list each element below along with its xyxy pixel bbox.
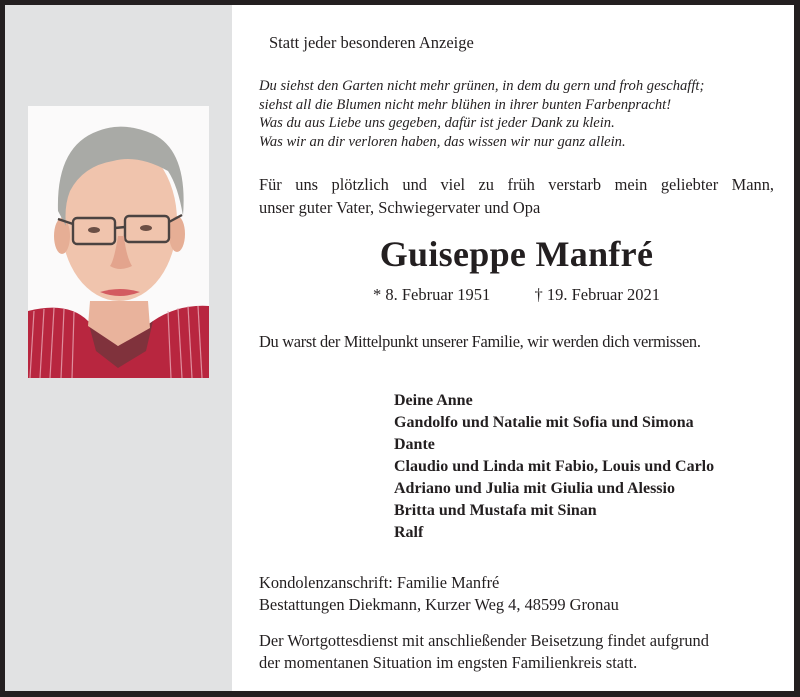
intro-text	[259, 173, 774, 219]
family-list	[394, 390, 714, 544]
service-line: Der Wortgottesdienst mit anschließender Beisetzung findet aufgrund	[259, 631, 709, 650]
poem-line: siehst all die Blumen nicht mehr blühen in ihrer bunten Farbenpracht!	[259, 96, 672, 113]
death-date: † 19. Februar 2021	[534, 285, 661, 304]
address-line: Kondolenzanschrift: Familie Manfré	[259, 573, 500, 592]
family-member: Claudio und Linda mit Fabio, Louis und Carlo	[394, 458, 715, 475]
notice-heading: Statt jeder besonderen Anzeige	[269, 33, 474, 52]
portrait-photo	[28, 106, 209, 378]
intro-line: unser guter Vater, Schwiegervater und Opa	[259, 198, 541, 217]
poem-line: Was wir an dir verloren haben, das wissen wir nur ganz allein.	[259, 134, 626, 151]
address-line: Bestattungen Diekmann, Kurzer Weg 4, 48599 Gronau	[259, 595, 619, 614]
poem	[259, 77, 704, 152]
tribute-text: Du warst der Mittelpunkt unserer Familie, wir werden dich vermissen.	[259, 332, 701, 351]
family-member: Deine Anne	[394, 392, 473, 409]
service-line: der momentanen Situation im engsten Familienkreis statt.	[259, 653, 638, 672]
deceased-name: Guiseppe Manfré	[379, 234, 654, 274]
family-member: Ralf	[394, 524, 424, 541]
life-dates	[259, 285, 774, 305]
portrait-image-icon	[28, 106, 209, 378]
intro-line: Für uns plötzlich und viel zu früh verstarb mein geliebter Mann,	[259, 175, 774, 194]
family-member: Gandolfo und Natalie mit Sofia und Simona	[394, 414, 694, 431]
sidebar-panel	[5, 5, 232, 691]
notice-content	[259, 5, 794, 691]
birth-date: * 8. Februar 1951	[372, 285, 491, 304]
family-member: Britta und Mustafa mit Sinan	[394, 502, 597, 519]
family-member: Adriano und Julia mit Giulia und Alessio	[394, 480, 675, 497]
service-notice	[259, 630, 709, 674]
family-member: Dante	[394, 436, 435, 453]
poem-line: Was du aus Liebe uns gegeben, dafür ist jeder Dank zu klein.	[259, 115, 615, 132]
poem-line: Du siehst den Garten nicht mehr grünen, in dem du gern und froh geschafft;	[259, 78, 705, 94]
condolence-address	[259, 572, 619, 616]
